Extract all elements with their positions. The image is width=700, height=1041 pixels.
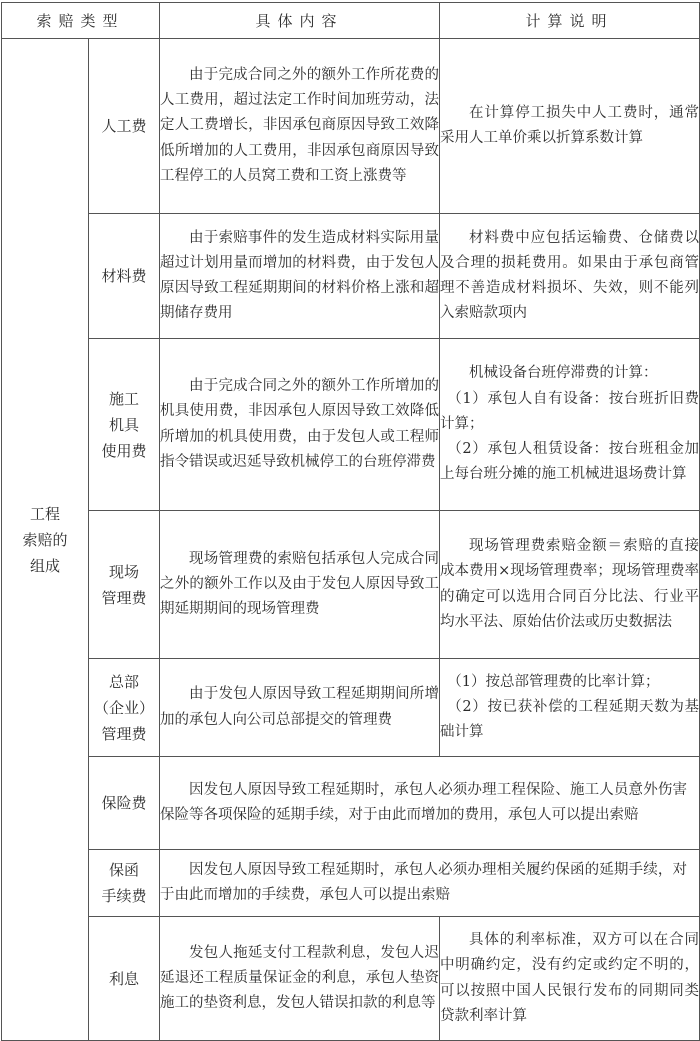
claim-type-label: 施工	[109, 389, 140, 408]
content-text: 由于完成合同之外的额外工作所增加的机具使用费，非因承包人原因导致工效降低所增加的机具使用费，由于发包人或工程师指令错误或迟延导致机械停工的台班停滞费	[160, 378, 440, 470]
table-row	[2, 917, 700, 1041]
calc-cell	[440, 214, 700, 339]
calc-cell	[440, 511, 700, 659]
claim-type-label: 手续费	[101, 887, 147, 905]
group-label-line: 组成	[29, 556, 60, 575]
table-row	[2, 850, 700, 917]
content-text: 现场管理费的索赔包括承包人完成合同之外的额外工作以及由于发包人原因导致工期延期期间的现场管理费	[160, 550, 440, 618]
content-cell	[160, 339, 440, 511]
header-calc: 计算说明	[440, 3, 700, 39]
claim-type-label: 使用费	[101, 441, 147, 460]
calc-cell	[440, 917, 700, 1041]
content-cell	[160, 214, 440, 339]
content-cell	[160, 757, 700, 850]
claim-type-cell	[89, 757, 160, 850]
claim-type-label: 管理费	[101, 724, 147, 743]
header-content: 具体内容	[160, 3, 440, 39]
claim-type-label: 机具	[109, 415, 140, 434]
calc-item: （1）按总部管理费的比率计算；	[447, 673, 660, 690]
group-label-line: 工程	[29, 504, 60, 523]
header-claim-type: 索赔类型	[2, 3, 160, 39]
content-text: 因发包人原因导致工程延期时，承包人必须办理相关履约保函的延期手续，对于由此而增加的手续费，承包人可以提出索赔	[160, 861, 688, 903]
claim-type-label: 材料费	[101, 267, 147, 285]
claim-type-cell	[89, 917, 160, 1041]
claim-type-label: 利息	[109, 969, 140, 988]
table-row	[2, 659, 700, 757]
claim-type-cell	[89, 39, 160, 214]
calc-item: （1）承包人自有设备：按台班折旧费计算；	[440, 390, 700, 432]
calc-item: （2）按已获补偿的工程延期天数为基础计算	[440, 698, 700, 741]
group-label-line: 索赔的	[22, 530, 68, 549]
calc-cell	[440, 339, 700, 511]
content-cell	[160, 917, 440, 1041]
content-text: 由于完成合同之外的额外工作所花费的人工费用，超过法定工作时间加班劳动，法定人工费增长，非因承包商原因导致工效降低所增加的人工费用，非因承包商原因导致工程停工的人员窝工费和工资上涨费等	[160, 66, 440, 184]
claim-type-label: 人工费	[101, 117, 147, 135]
claim-type-label: 保险费	[101, 794, 147, 812]
content-cell	[160, 511, 440, 659]
calc-text: 具体的利率标准，双方可以在合同中明确约定，没有约定或约定不明的，可以按照中国人民银行发布的同期同类贷款利率计算	[440, 932, 700, 1024]
claim-type-label: 现场	[109, 562, 140, 581]
content-cell	[160, 659, 440, 757]
claim-type-cell	[89, 339, 160, 511]
calc-cell	[440, 39, 700, 214]
claim-type-cell	[89, 214, 160, 339]
claim-type-cell	[89, 511, 160, 659]
table-row	[2, 39, 700, 214]
claims-composition-table	[1, 2, 700, 1041]
content-text: 因发包人原因导致工程延期时，承包人必须办理工程保险、施工人员意外伤害保险等各项保险的延期手续，对于由此而增加的费用，承包人可以提出索赔	[160, 781, 688, 823]
content-cell	[160, 39, 440, 214]
calc-text: 材料费中应包括运输费、仓储费以及合理的损耗费用。如果由于承包商管理不善造成材料损坏、失效，则不能列入索赔款项内	[440, 229, 700, 322]
calc-text: 现场管理费索赔金额＝索赔的直接成本费用×现场管理费率；现场管理费率的确定可以选用合同百分比法、行业平均水平法、原始估价法或历史数据法	[440, 538, 700, 630]
content-text: 发包人拖延支付工程款利息，发包人迟延退还工程质量保证金的利息，承包人垫资施工的垫资利息，发包人错误扣款的利息等	[160, 944, 440, 1012]
header-row	[2, 3, 700, 39]
claim-type-label: （企业）	[94, 698, 155, 717]
claim-type-label: 保函	[109, 861, 140, 879]
content-text: 由于索赔事件的发生造成材料实际用量超过计划用量而增加的材料费，由于发包人原因导致工程延期期间的材料价格上涨和超期储存费用	[160, 229, 440, 322]
content-text: 由于发包人原因导致工程延期期间所增加的承包人向公司总部提交的管理费	[160, 686, 440, 728]
calc-text: 在计算停工损失中人工费时，通常采用人工单价乘以折算系数计算	[440, 104, 700, 146]
claim-type-label: 总部	[109, 672, 140, 691]
calc-item: （2）承包人租赁设备：按台班租金加上每台班分摊的施工机械进退场费计算	[440, 441, 700, 483]
table-row	[2, 339, 700, 511]
table-row	[2, 757, 700, 850]
table-row	[2, 511, 700, 659]
claim-type-label: 管理费	[101, 588, 147, 607]
calc-text: 机械设备台班停滞费的计算：	[469, 365, 658, 382]
claim-type-cell	[89, 850, 160, 917]
content-cell	[160, 850, 700, 917]
table-row	[2, 214, 700, 339]
claim-type-cell	[89, 659, 160, 757]
calc-cell	[440, 659, 700, 757]
group-label-cell	[2, 39, 89, 1041]
